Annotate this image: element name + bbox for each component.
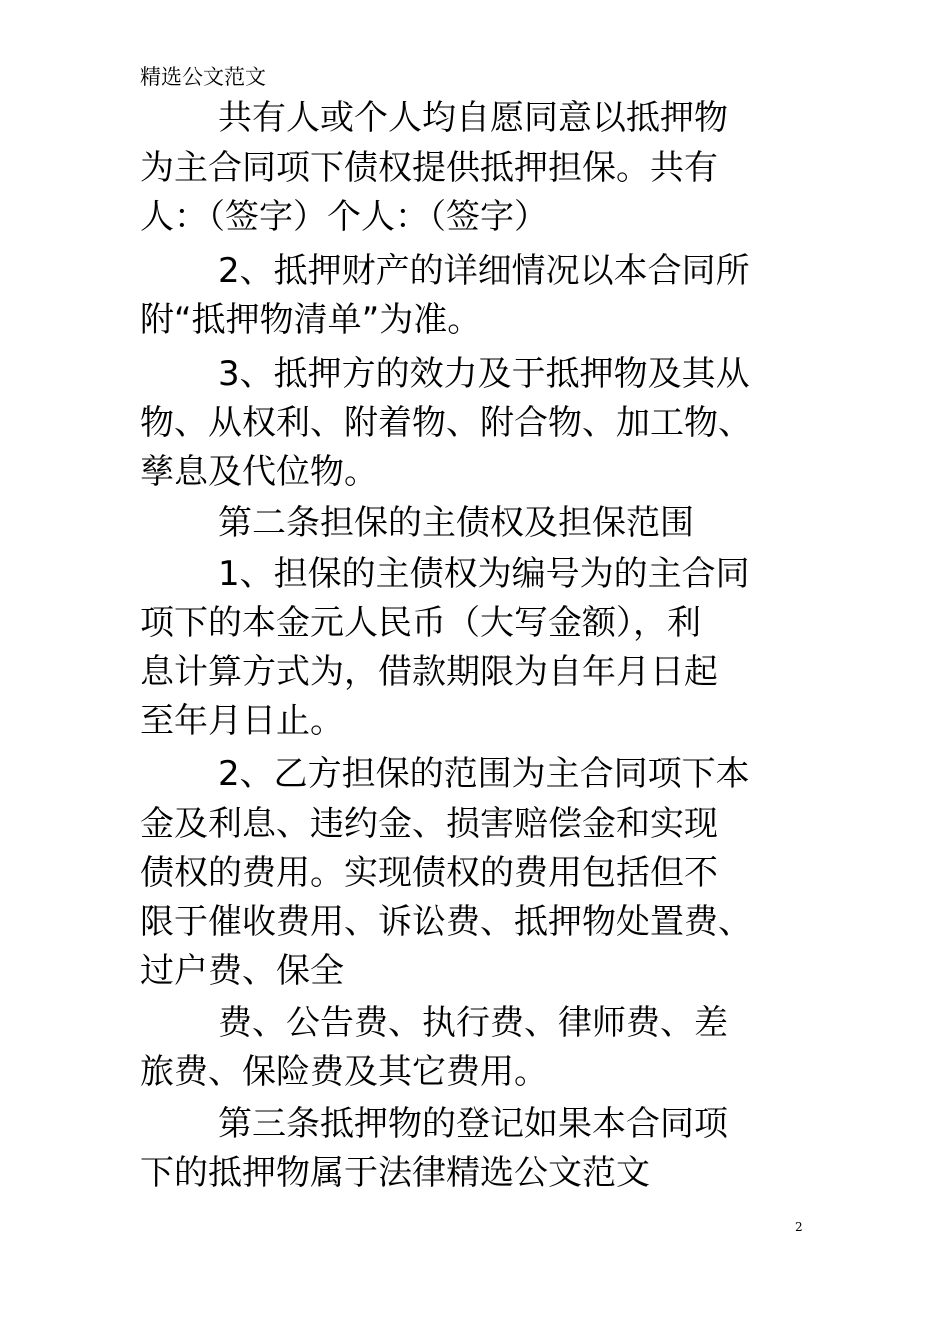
- body-line: 人：（签字）个人：（签字）: [140, 197, 548, 237]
- body-line: 孳息及代位物。: [140, 452, 378, 492]
- body-line: 1、担保的主债权为编号为的主合同: [218, 554, 750, 594]
- page-number: 2: [795, 1220, 803, 1234]
- body-line: 2、乙方担保的范围为主合同项下本: [218, 754, 750, 794]
- body-line: 3、抵押方的效力及于抵押物及其从: [218, 354, 750, 394]
- body-line: 金及利息、违约金、损害赔偿金和实现: [140, 804, 718, 844]
- body-line: 限于催收费用、诉讼费、抵押物处置费、: [140, 902, 752, 942]
- section-heading: 第二条担保的主债权及担保范围: [218, 503, 694, 543]
- body-line: 下的抵押物属于法律精选公文范文: [140, 1153, 650, 1193]
- body-line: 为主合同项下债权提供抵押担保。共有: [140, 148, 718, 188]
- body-line: 物、从权利、附着物、附合物、加工物、: [140, 403, 752, 443]
- body-line: 至年月日止。: [140, 701, 344, 741]
- body-line: 共有人或个人均自愿同意以抵押物: [218, 98, 728, 138]
- body-line: 费、公告费、执行费、律师费、差: [218, 1003, 728, 1043]
- body-line: 附“抵押物清单”为准。: [140, 300, 482, 340]
- body-line: 旅费、保险费及其它费用。: [140, 1052, 548, 1092]
- section-heading: 第三条抵押物的登记如果本合同项: [218, 1104, 728, 1144]
- body-line: 过户费、保全: [140, 951, 344, 991]
- body-line: 2、抵押财产的详细情况以本合同所: [218, 251, 750, 291]
- body-line: 息计算方式为，借款期限为自年月日起: [140, 652, 718, 692]
- page-header: 精选公文范文: [140, 65, 266, 89]
- body-line: 债权的费用。实现债权的费用包括但不: [140, 853, 718, 893]
- body-line: 项下的本金元人民币（大写金额），利: [140, 603, 701, 643]
